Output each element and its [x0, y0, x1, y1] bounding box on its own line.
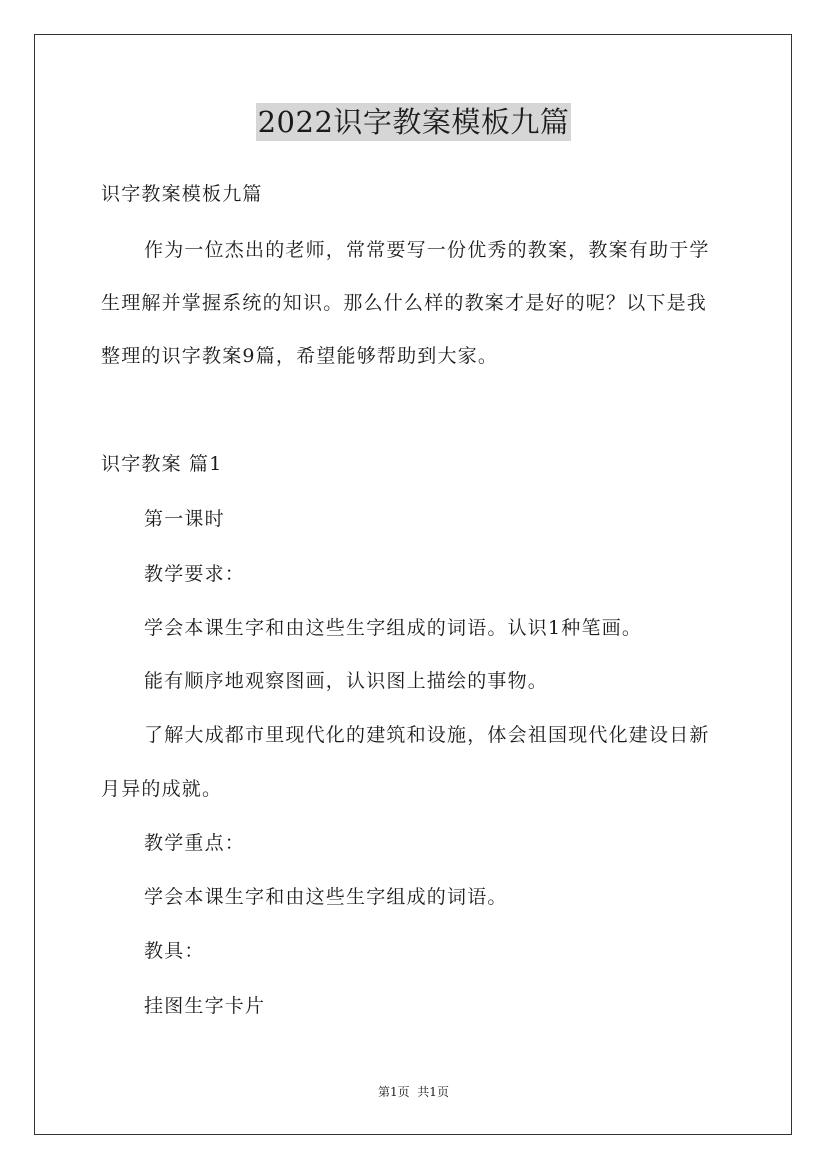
document-title: 2022识字教案模板九篇 — [257, 105, 570, 139]
tools-text: 挂图生字卡片 — [144, 995, 266, 1017]
section-heading: 识字教案 篇1 — [101, 453, 223, 475]
intro-line-3: 整理的识字教案9篇，希望能够帮助到大家。 — [101, 345, 499, 367]
page-footer: 第1页 共1页 — [378, 1085, 449, 1099]
title-container — [0, 103, 827, 141]
focus-label: 教学重点： — [144, 832, 246, 854]
tools-label: 教具： — [144, 940, 205, 962]
requirement-3: 了解大成都市里现代化的建筑和设施，体会祖国现代化建设日新 — [144, 724, 710, 746]
requirement-2: 能有顺序地观察图画，认识图上描绘的事物。 — [144, 670, 549, 692]
lesson-label: 第一课时 — [144, 508, 225, 530]
focus-text: 学会本课生字和由这些生字组成的词语。 — [144, 886, 508, 908]
requirements-label: 教学要求： — [144, 563, 246, 585]
requirement-3-continued: 月异的成就。 — [101, 778, 223, 800]
document-subtitle: 识字教案模板九篇 — [101, 183, 263, 205]
requirement-1: 学会本课生字和由这些生字组成的词语。认识1种笔画。 — [144, 617, 643, 639]
intro-line-2: 生理解并掌握系统的知识。那么什么样的教案才是好的呢？以下是我 — [101, 292, 708, 314]
intro-line-1: 作为一位杰出的老师，常常要写一份优秀的教案，教案有助于学 — [144, 239, 710, 261]
